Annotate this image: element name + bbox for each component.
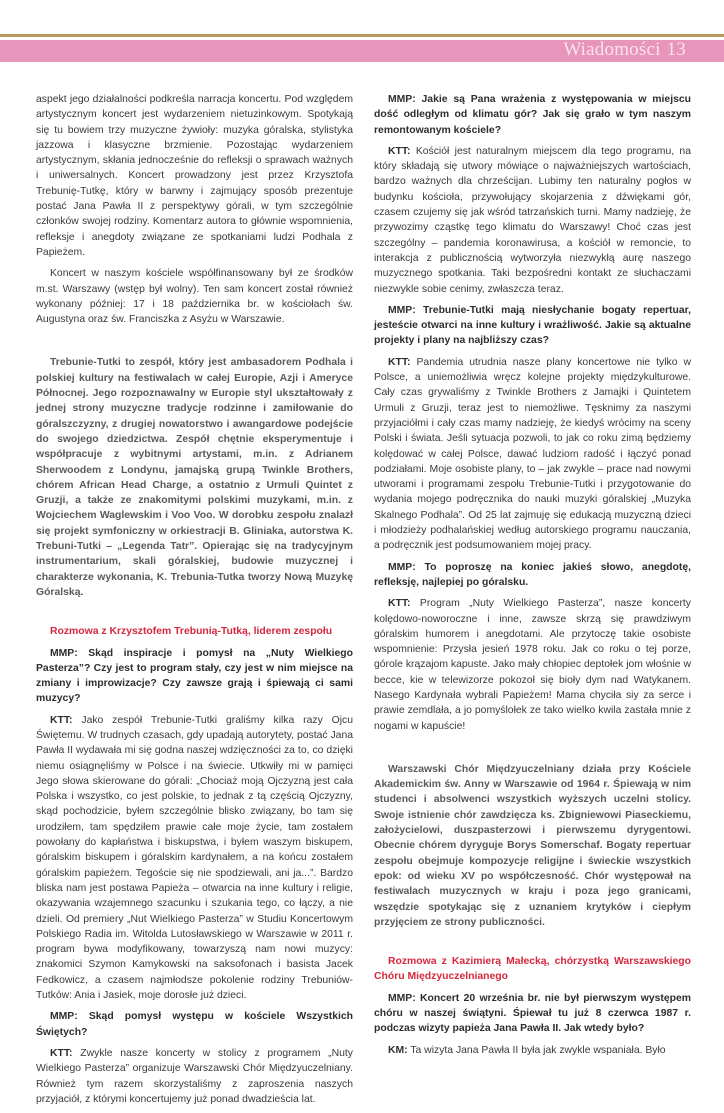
speaker-label: KM: [388, 1044, 408, 1056]
right-column [374, 92, 691, 1064]
interview-answer [374, 1043, 691, 1058]
interview-question: MMP: To poproszę na koniec jakieś słowo, anegdotę, refleksję, najlepiej po góralsku. [374, 561, 691, 588]
answer-text: Program „Nuty Wielkiego Pasterza”, nasze koncerty kolędowo-noworoczne i inne, zawsze skrzą się prawdziwym góralskim humorem i anegdotami. Ale przytoczę takie osobiste wspomnienie: Przysła jesień 1978 roku. Jak co roku o tej porze, górole krązajom kapuste. Jako mały chłopiec deptołek jom włośnie w becce, kie w telewizorze pokozoł się bioły dym nad Watykanem. Nasego Kardynała wybrali Papieżem! Mama chyciła siy za serce i prawie zemdlała, a jo pomyślołek ze tako wielko kwila zastała mnie z nogami w kapuście! [374, 598, 691, 732]
choir-info-box: Warszawski Chór Międzyuczelniany działa przy Kościele Akademickim św. Anny w Warszawie od 1964 r. Śpiewają w nim studenci i absolwenci wszystkich wyższych uczelni stolicy. Swoje istnienie chór zawdzięcza ks. Zbigniewowi Piaseckiemu, założycielowi, duszpasterzowi i pierwszemu dyrygentowi. Obecnie chórem dyryguje Borys Somerschaf. Bogaty repertuar zespołu obejmuje kompozycje religijne i świeckie wszystkich epok: od wieku XV po współczesność. Chór występował na festiwalach muzycznych w kraju i poza jego granicami, wszędzie spotykając się z uznaniem krytyków i ciepłym przyjęciem ze strony publiczności. [374, 763, 691, 928]
answer-text: Jako zespół Trebunie-Tutki graliśmy kilka razy Ojcu Świętemu. W trudnych czasach, gdy upadają autorytety, postać Jana Pawła II wydawała mi się godna naszej wdzięczności za to, co dzięki niemu osiągnęliśmy w Polsce i na świecie. Utkwiły mi w pamięci Jego słowa skierowane do górali: „Chociaż moją Ojczyzną jest cała Polska i wszystko, co jest polskie, to jednak z tą częścią Ojczyzny, skąd pochodzicie, byłem szczególnie blisko związany, bo tam się urodziłem, tam spędziłem prawie całe moje życie, tam zostałem powołany do kapłaństwa i biskupstwa, i byłem waszym biskupem, góralskim biskupem i góralskim kardynałem, a na końcu zostałem góralskim papieżem. Tegoście się nie spodziewali, ani ja...”. Bardzo bliska nam jest postawa Papieża – otwarcia na inne kultury i religie, okazywania wzajemnego szacunku i szukania tego, co łączy, a nie dzieli. Od premiery „Nut Wielkiego Pasterza” w Studiu Koncertowym Polskiego Radia im. Witolda Lutosławskiego w Warszawie w 2011 r. program bywa modyfikowany, towarzyszą nam nowi muzycy: znakomici Szymon Kamykowski na saksofonach i basista Jacek Fedkowicz, a czasem najmłodsze pokolenie rodziny Trebuniów-Tutków: Ania i Jasiek, moje dorosłe już dzieci. [36, 714, 353, 1002]
interview-heading: Rozmowa z Kazimierą Małecką, chórzystką Warszawskiego Chóru Międzyuczelnianego [374, 956, 691, 983]
header-gold-line [0, 34, 724, 37]
section-title: Wiadomości [563, 39, 661, 60]
running-header [563, 39, 686, 61]
speaker-label: KTT: [388, 145, 411, 157]
speaker-label: KTT: [388, 356, 411, 368]
interview-answer [36, 713, 353, 1004]
page-number: 13 [666, 39, 686, 60]
interview-question: MMP: Skąd pomysł występu w kościele Wszystkich Świętych? [36, 1011, 353, 1038]
interview-answer [374, 355, 691, 554]
interview-heading: Rozmowa z Krzysztofem Trebunią-Tutką, liderem zespołu [50, 626, 333, 638]
interview-question: MMP: Koncert 20 września br. nie był pierwszym występem chóru w naszej świątyni. Śpiewał tu już 8 czerwca 1987 r. podczas wizyty papieża Jana Pawła II. Jak wtedy było? [374, 992, 691, 1035]
speaker-label: KTT: [50, 714, 73, 726]
answer-text: Ta wizyta Jana Pawła II była jak zwykle wspaniała. Było [407, 1044, 666, 1056]
interview-question: MMP: Trebunie-Tutki mają niesłychanie bogaty repertuar, jesteście otwarci na inne kultury i wrażliwość. Jakie są aktualne projekty i plany na najbliższy czas? [374, 304, 691, 347]
article-paragraph: aspekt jego działalności podkreśla narracja koncertu. Pod względem artystycznym koncert jest wydarzeniem nietuzinkowym. Spotykają się tu bowiem trzy muzyczne żywioły: muzyka góralska, stylistyka jazzowa i klasyczne brzmienie. Pozostając wydarzeniem artystycznym, skłania jednocześnie do refleksji o sprawach ważnych i uniwersalnych. Koncert prowadzony jest przez Krzysztofa Trebunię-Tutkę, który w barwny i zajmujący sposób prezentuje postać Jana Pawła II z perspektywy górali, w tym szczególnie członków swojej rodziny. Komentarz autora to głównie wspomnienia, refleksje i anegdoty związane ze spotkaniami ludzi Podhala z Papieżem. [36, 94, 353, 258]
answer-text: Kościół jest naturalnym miejscem dla tego programu, na który składają się utwory mówiące o najważniejszych wartościach, bardzo ważnych dla chrześcijan. Lubimy ten naturalny pogłos w budynku kościoła, przywołujący skojarzenia z dźwiękami gór, czasem czujemy się jak wśród tatrzańskich turni. Mamy nadzieję, że przywozimy cząstkę tego klimatu do Warszawy! Choć czas jest szczególny – pandemia koronawirusa, a kościół w remoncie, to interakcja z publicznością wytworzyła niezwykłą aurę naszego muzycznego spotkania. Taki bezpośredni kontakt ze słuchaczami niezwykle sobie cenimy, zwłaszcza teraz. [374, 145, 691, 295]
left-column [36, 92, 353, 1113]
speaker-label: KTT: [388, 598, 411, 610]
interview-question: MMP: Skąd inspiracje i pomysł na „Nuty Wielkiego Pasterza”? Czy jest to program stały, czy jest w nim miejsce na zmiany i improwizacje? Czy zawsze grają i śpiewają ci sami muzycy? [36, 647, 353, 705]
article-paragraph: Koncert w naszym kościele współfinansowany był ze środków m.st. Warszawy (wstęp był wolny). Ten sam koncert został również wykonany później: 17 i 18 października br. w kościołach św. Augustyna oraz św. Franciszka z Asyżu w Warszawie. [36, 268, 353, 326]
band-info-box: Trebunie-Tutki to zespół, który jest ambasadorem Podhala i polskiej kultury na festiwalach w całej Europie, Azji i Ameryce Północnej. Jego rozpoznawalny w Europie styl ukształtowały z jednej strony muzyczne tradycje rodzinne i zamiłowanie do góralszczyzny, z drugiej nowatorstwo i awangardowe podejście do swojego dziedzictwa. Zespół chętnie eksperymentuje i współpracuje z wybitnymi artystami, m.in. z Adrianem Sherwoodem z Londynu, jamajską grupą Twinkle Brothers, chórem African Head Charge, a ostatnio z Urmuli Quintet z Gruzji, a także ze znakomitymi polskimi muzykami, m.in. z Wojciechem Waglewskim i Voo Voo. W dorobku zespołu znalazł się projekt symfoniczny w orkiestracji B. Gliniaka, autorstwa K. Trebuni-Tutki – „Legenda Tatr”. Opierając się na tradycyjnym instrumentarium, skali góralskiej, budowie muzycznej i charakterze wykonania, K. Trebunia-Tutka tworzy Nową Muzykę Góralską. [36, 357, 353, 598]
interview-answer [36, 1046, 353, 1107]
answer-text: Pandemia utrudnia nasze plany koncertowe nie tylko w Polsce, a uniemożliwia wręcz kolejne projekty międzykulturowe. Cały czas grywaliśmy z Twinkle Brothers z Jamajki i Quintetem Urmuli z Gruzji, teraz jest to niemożliwe. Tęsknimy za naszymi przyjaciółmi i cały czas mamy nadzieję, że kiedyś wrócimy na sceny Polski i świata. Jeśli sytuacja pozwoli, to jak co roku zimą będziemy kolędować w całej Polsce, dawać ludziom radość i łączyć ponad podziałami. Moje osobiste plany, to – jak zwykle – prace nad nowymi utworami i programami zespołu Trebunie-Tutki i przygotowanie do wydania mojego podręcznika do nauki muzyki góralskiej „Muzyka Skalnego Podhala”. Od 25 lat zajmuję się edukacją muzyczną dzieci i młodzieży podhalańskiej według autorskiego programu nauczania, a podręcznik jest podsumowaniem mojej pracy. [374, 356, 691, 552]
answer-text: Zwykle nasze koncerty w stolicy z programem „Nuty Wielkiego Pasterza” organizuje Warszawski Chór Międzyuczelniany. Również tym razem skorzystaliśmy z zaproszenia naszych przyjaciół, z którymi koncertujemy już ponad dwadzieścia lat. [36, 1047, 353, 1105]
interview-question: MMP: Jakie są Pana wrażenia z występowania w miejscu dość odległym od klimatu gór? Jak się grało w tym naszym remontowanym kościele? [374, 94, 691, 136]
interview-answer [374, 596, 691, 734]
interview-answer [374, 144, 691, 297]
speaker-label: KTT: [50, 1047, 73, 1059]
